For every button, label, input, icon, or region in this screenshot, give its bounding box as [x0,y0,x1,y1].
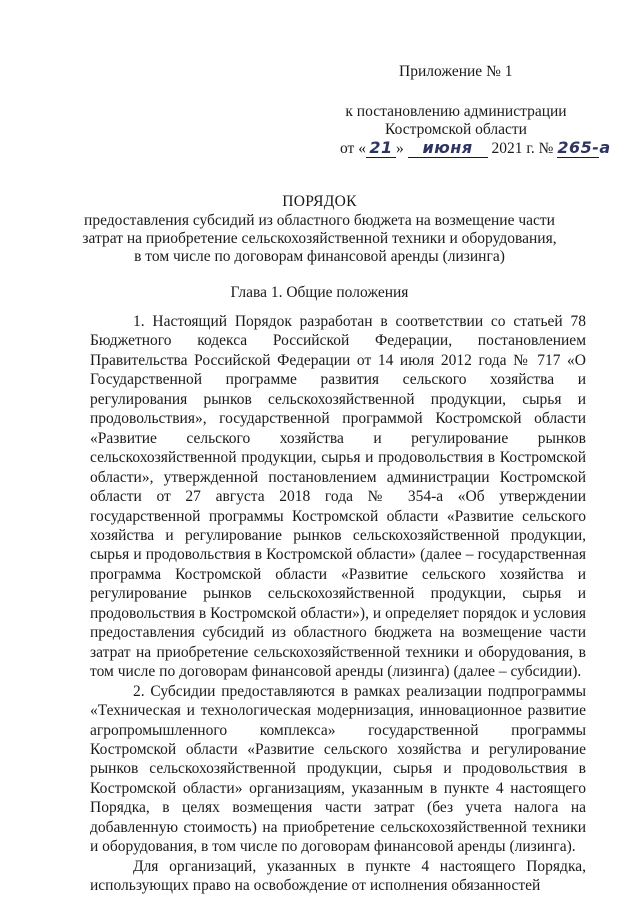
document-subtitle-line: в том числе по договорам финансовой аренды (лизинга) [134,248,505,265]
chapter-heading: Глава 1. Общие положения [230,284,409,301]
resolution-region: Костромской области [385,121,527,138]
resolution-date-line [340,138,611,159]
date-month-handwritten: июня [422,138,473,157]
doc-number-handwritten: 265-а [557,138,611,157]
date-prefix: от « [340,140,366,157]
resolution-reference: к постановлению администрации [345,103,567,120]
date-month-field [408,139,488,158]
document-subtitle-line: предоставления субсидий из областного бюджета на возмещение части [84,212,555,229]
document-body [90,312,586,896]
paragraph: Для организаций, указанных в пункте 4 настоящего Порядка, использующих право на освобождение от исполнения обязанностей [90,857,586,895]
paragraph: 2. Субсидии предоставляются в рамках реализации подпрограммы «Техническая и технологическая модернизация, инновационное развитие агропромышленного комплекса» государственной программы Костромской области «Развитие сельского хозяйства и регулирование рынков сельскохозяйственной продукции, сырья и продовольствия в Костромской области» организациям, указанным в пункте 4 настоящего Порядка, в целях возмещения части затрат (без учета налога на добавленную стоимость) на приобретение сельскохозяйственной техники и оборудования, в том числе по договорам финансовой аренды (лизинга). [90,682,586,856]
date-day-field [366,139,396,158]
date-quote-close: » [395,140,404,157]
appendix-label: Приложение № 1 [399,63,513,80]
doc-number-field [557,138,611,158]
paragraph: 1. Настоящий Порядок разработан в соответствии со статьей 78 Бюджетного кодекса Российской Федерации, постановлением Правительства Российской Федерации от 14 июля 2012 года № 717 «О Государственной программе развития сельского хозяйства и регулирования рынков сельскохозяйственной продукции, сырья и продовольствия», государственной программой Костромской области «Развитие сельского хозяйства и регулирование рынков сельскохозяйственной продукции, сырья и продовольствия в Костромской области», утвержденной постановлением администрации Костромской области от 27 августа 2018 года № 354-а «Об утверждении государственной программы Костромской области «Развитие сельского хозяйства и регулирование рынков сельскохозяйственной продукции, сырья и продовольствия в Костромской области» (далее – государственная программа Костромской области «Развитие сельского хозяйства и регулирование рынков сельскохозяйственной продукции, сырья и продовольствия в Костромской области»), и определяет порядок и условия предоставления субсидий из областного бюджета на возмещение части затрат на приобретение сельскохозяйственной техники и оборудования, в том числе по договорам финансовой аренды (лизинга) (далее – субсидии). [90,313,586,681]
document-subtitle-line: затрат на приобретение сельскохозяйственной техники и оборудования, [82,230,557,247]
date-day-handwritten: 21 [369,138,393,157]
date-year: 2021 г. № [491,140,554,157]
document-title: ПОРЯДОК [282,193,357,210]
